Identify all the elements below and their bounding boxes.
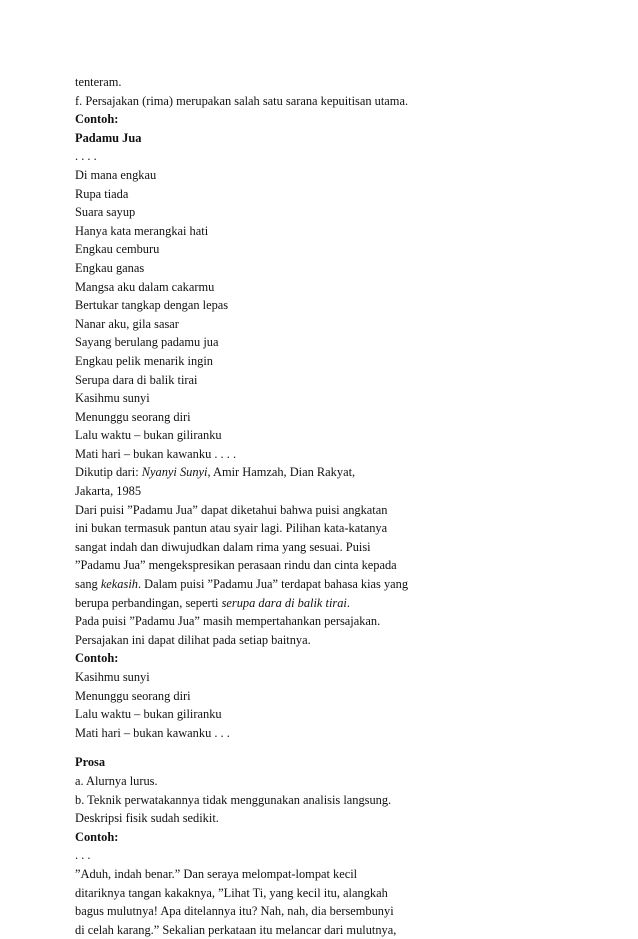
text-run: Menunggu seorang diri — [75, 688, 191, 703]
text-line — [75, 92, 575, 111]
text-run: . Dalam puisi ”Padamu Jua” terdapat bahasa kias yang — [137, 577, 409, 592]
text-line — [75, 809, 575, 828]
text-run: Jakarta, 1985 — [75, 484, 142, 499]
text-run: Engkau pelik menarik ingin — [75, 353, 213, 368]
text-run: Dikutip dari: — [75, 465, 142, 480]
text-line — [75, 501, 575, 520]
text-line — [75, 753, 575, 772]
text-line — [75, 296, 575, 315]
text-run: a. Alurnya lurus. — [75, 773, 158, 788]
text-run: ”Aduh, indah benar.” Dan seraya melompat-lompat kecil — [75, 866, 358, 881]
text-line — [75, 203, 575, 222]
text-run: sang — [75, 577, 101, 592]
bold-text: Contoh: — [75, 829, 119, 844]
text-run: b. Teknik perwatakannya tidak menggunakan analisis langsung. — [75, 792, 392, 807]
text-run: Serupa dara di balik tirai — [75, 372, 198, 387]
text-line — [75, 445, 575, 464]
text-run: Sayang berulang padamu jua — [75, 335, 219, 350]
text-line — [75, 519, 575, 538]
italic-text: kekasih — [100, 577, 138, 592]
text-run: . . . . — [75, 149, 97, 164]
text-line — [75, 333, 575, 352]
text-line — [75, 371, 575, 390]
text-line — [75, 278, 575, 297]
text-line — [75, 594, 575, 613]
text-line — [75, 538, 575, 557]
text-line — [75, 259, 575, 278]
text-run: Hanya kata merangkai hati — [75, 223, 209, 238]
text-run: bagus mulutnya! Apa ditelannya itu? Nah, nah, dia bersembunyi — [75, 904, 394, 919]
text-line — [75, 110, 575, 129]
text-run: Pada puisi ”Padamu Jua” masih mempertahankan persajakan. — [75, 614, 381, 629]
bold-text: Contoh: — [75, 651, 119, 666]
text-line — [75, 352, 575, 371]
bold-text: Contoh: — [75, 112, 119, 127]
text-run: , Amir Hamzah, Dian Rakyat, — [207, 465, 356, 480]
italic-text: Nyanyi Sunyi — [141, 465, 208, 480]
text-line — [75, 612, 575, 631]
text-run: f. Persajakan (rima) merupakan salah satu sarana kepuitisan utama. — [75, 93, 409, 108]
text-run: Mangsa aku dalam cakarmu — [75, 279, 215, 294]
text-run: ditariknya tangan kakaknya, ”Lihat Ti, yang kecil itu, alangkah — [75, 885, 388, 900]
text-line — [75, 426, 575, 445]
blank-line — [75, 742, 575, 753]
text-line — [75, 649, 575, 668]
text-run: tenteram. — [75, 75, 122, 89]
text-line — [75, 865, 575, 884]
text-line — [75, 73, 575, 92]
text-line — [75, 408, 575, 427]
text-run: Kasihmu sunyi — [75, 391, 150, 406]
text-line — [75, 631, 575, 650]
text-run: Suara sayup — [75, 205, 136, 220]
text-run: Engkau cemburu — [75, 242, 160, 257]
text-run: Persajakan ini dapat dilihat pada setiap baitnya. — [75, 632, 311, 647]
text-line — [75, 463, 575, 482]
text-run: ”Padamu Jua” mengekspresikan perasaan rindu dan cinta kepada — [75, 558, 397, 573]
text-line — [75, 846, 575, 865]
text-run: Rupa tiada — [75, 186, 129, 201]
text-line — [75, 921, 575, 939]
text-line — [75, 791, 575, 810]
text-run: Menunggu seorang diri — [75, 409, 191, 424]
text-run: Nanar aku, gila sasar — [75, 316, 179, 331]
document-text — [75, 73, 575, 939]
bold-text: Prosa — [75, 755, 106, 770]
text-run: Dari puisi ”Padamu Jua” dapat diketahui bahwa puisi angkatan — [75, 502, 388, 517]
text-line — [75, 222, 575, 241]
text-line — [75, 687, 575, 706]
text-run: Kasihmu sunyi — [75, 670, 150, 684]
text-run: . . . — [75, 848, 91, 863]
text-run: Engkau ganas — [75, 260, 145, 275]
text-line — [75, 482, 575, 501]
text-line — [75, 705, 575, 724]
text-line — [75, 147, 575, 166]
text-line — [75, 556, 575, 575]
text-line — [75, 902, 575, 921]
text-run: Mati hari – bukan kawanku . . . . — [75, 446, 237, 461]
text-run: di celah karang.” Sekalian perkataan itu melancar dari mulutnya, — [75, 922, 397, 937]
text-line — [75, 129, 575, 148]
italic-text: serupa dara di balik tirai — [221, 595, 347, 610]
text-line — [75, 315, 575, 334]
text-line — [75, 185, 575, 204]
text-run: berupa perbandingan, seperti — [75, 595, 222, 610]
text-line — [75, 724, 575, 743]
text-run: Deskripsi fisik sudah sedikit. — [75, 811, 219, 826]
text-run: Lalu waktu – bukan giliranku — [75, 707, 222, 722]
text-line — [75, 772, 575, 791]
text-line — [75, 166, 575, 185]
text-line — [75, 668, 575, 687]
text-run: . — [346, 595, 350, 610]
text-run: Lalu waktu – bukan giliranku — [75, 428, 222, 443]
text-line — [75, 575, 575, 594]
text-line — [75, 389, 575, 408]
text-run: Di mana engkau — [75, 167, 157, 182]
text-run: ini bukan termasuk pantun atau syair lagi. Pilihan kata-katanya — [75, 521, 388, 536]
text-run: Bertukar tangkap dengan lepas — [75, 298, 229, 313]
text-line — [75, 828, 575, 847]
bold-text: Padamu Jua — [75, 130, 142, 145]
text-run: Mati hari – bukan kawanku . . . — [75, 725, 230, 740]
text-line — [75, 884, 575, 903]
text-run: sangat indah dan diwujudkan dalam rima yang sesuai. Puisi — [75, 539, 371, 554]
text-line — [75, 240, 575, 259]
